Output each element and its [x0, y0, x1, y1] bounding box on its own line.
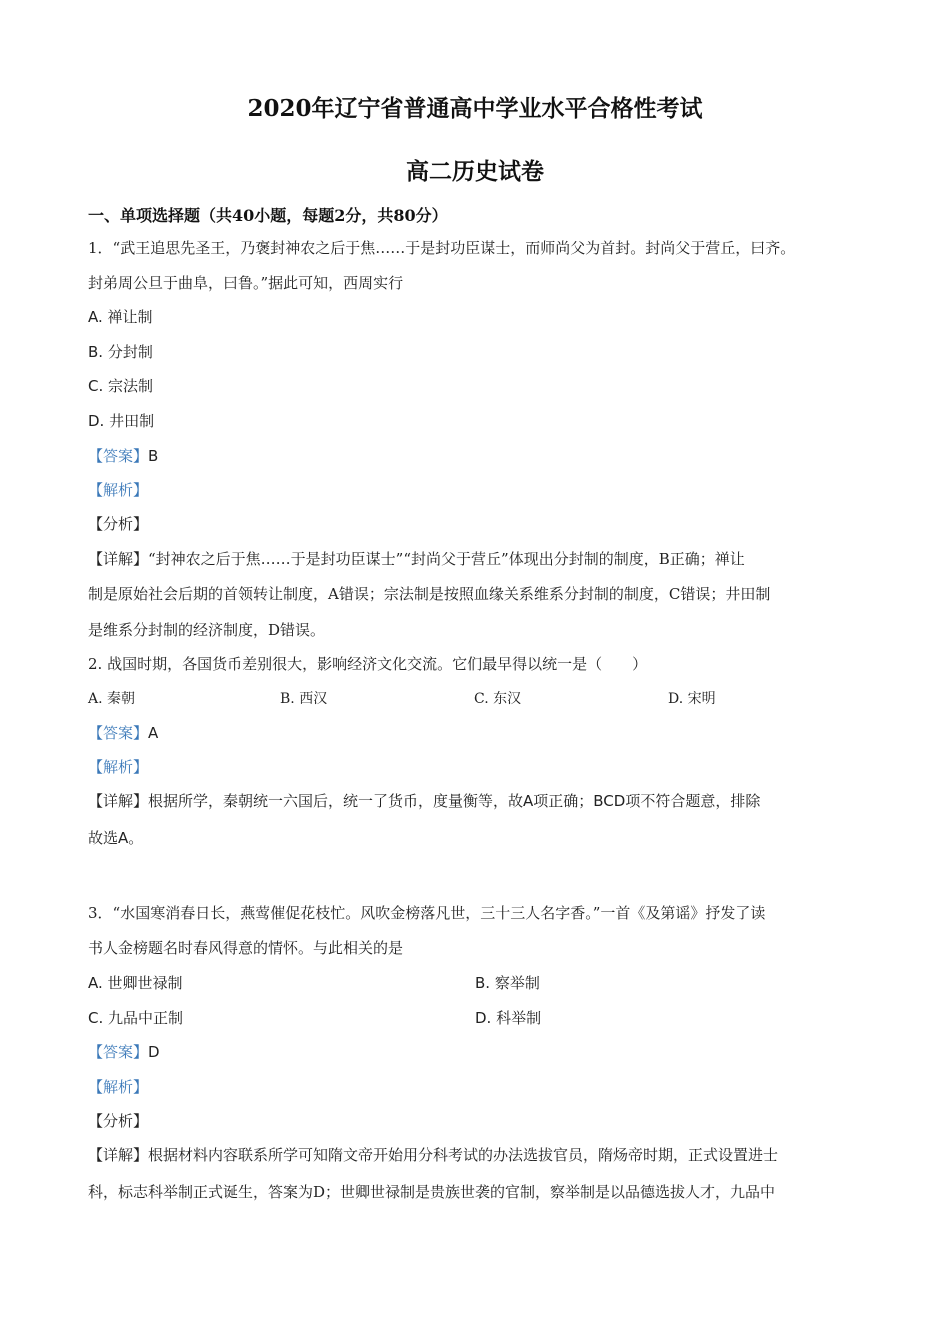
- detail-tag: 【详解】: [88, 792, 149, 810]
- q2-stem: 2. 战国时期，各国货币差别很大，影响经济文化交流。它们最早得以统一是（ ）: [88, 655, 648, 673]
- detail-text: “封神农之后于焦……于是封功臣谋士”“封尚父于营丘”体现出分封制的制度，B正确；禅让: [148, 550, 745, 568]
- detail-text: 根据材料内容联系所学可知隋文帝开始用分科考试的办法选拔官员，隋炀帝时期，正式设置进士: [148, 1146, 779, 1164]
- section-heading: 一、单项选择题（共40小题，每题2分，共80分）: [88, 206, 448, 225]
- detail-tag: 【详解】: [88, 550, 149, 568]
- q1-option-c: C. 宗法制: [88, 377, 154, 395]
- detail-text: 根据所学，秦朝统一六国后，统一了货币，度量衡等，故A项正确；BCD项不符合题意，排除: [148, 792, 761, 810]
- q2-detail-line1: [88, 790, 760, 811]
- q1-option-a: A. 禅让制: [88, 308, 153, 326]
- q3-fenxi-tag: 【分析】: [88, 1112, 149, 1130]
- q1-option-d: D. 井田制: [88, 412, 155, 430]
- q3-stem-line2: 书人金榜题名时春风得意的情怀。与此相关的是: [88, 939, 404, 957]
- q2-option-b: B. 西汉: [280, 691, 328, 707]
- q1-fenxi-tag: 【分析】: [88, 515, 149, 533]
- q3-answer: [88, 1041, 160, 1062]
- q2-answer: [88, 722, 158, 743]
- q1-option-b: B. 分封制: [88, 343, 153, 361]
- answer-tag: 【答案】: [88, 1043, 149, 1061]
- q2-analysis-tag: 【解析】: [88, 758, 149, 776]
- q1-stem-line1: 1．“武王追思先圣王，乃褒封神农之后于焦……于是封功臣谋士，而师尚父为首封。封尚父于营丘，曰齐。: [88, 239, 796, 257]
- q3-detail-line1: [88, 1144, 778, 1165]
- q2-option-a: A. 秦朝: [88, 691, 136, 707]
- q3-stem-line1: 3．“水国寒消春日长，燕莺催促花枝忙。风吹金榜落凡世，三十三人名字香。”一首《及第谣》抒发了读: [88, 904, 766, 922]
- q3-analysis-tag: 【解析】: [88, 1078, 149, 1096]
- answer-value: B: [148, 447, 159, 465]
- q1-detail-line3: 是维系分封制的经济制度，D错误。: [88, 621, 326, 639]
- q1-stem-line2: 封弟周公旦于曲阜，曰鲁。”据此可知，西周实行: [88, 274, 404, 292]
- answer-tag: 【答案】: [88, 724, 149, 742]
- q1-analysis-tag: 【解析】: [88, 481, 149, 499]
- detail-tag: 【详解】: [88, 1146, 149, 1164]
- q1-answer: [88, 445, 158, 466]
- q2-option-c: C. 东汉: [474, 691, 522, 707]
- answer-value: D: [148, 1043, 160, 1061]
- q2-detail-line2: 故选A。: [88, 829, 144, 847]
- document-subtitle: 高二历史试卷: [406, 158, 544, 185]
- q1-detail-line2: 制是原始社会后期的首领转让制度，A错误；宗法制是按照血缘关系维系分封制的制度，C错误；井田制: [88, 585, 771, 603]
- q3-option-d: D. 科举制: [475, 1009, 542, 1027]
- q2-option-d: D. 宋明: [668, 691, 716, 707]
- q3-option-a: A. 世卿世禄制: [88, 974, 183, 992]
- answer-tag: 【答案】: [88, 447, 149, 465]
- answer-value: A: [148, 724, 159, 742]
- q3-option-c: C. 九品中正制: [88, 1009, 184, 1027]
- document-title: 2020年辽宁省普通高中学业水平合格性考试: [247, 95, 703, 122]
- q3-option-b: B. 察举制: [475, 974, 540, 992]
- q1-detail-line1: [88, 548, 745, 569]
- q3-detail-line2: 科，标志科举制正式诞生，答案为D；世卿世禄制是贵族世袭的官制，察举制是以品德选拔人才，九品中: [88, 1183, 776, 1201]
